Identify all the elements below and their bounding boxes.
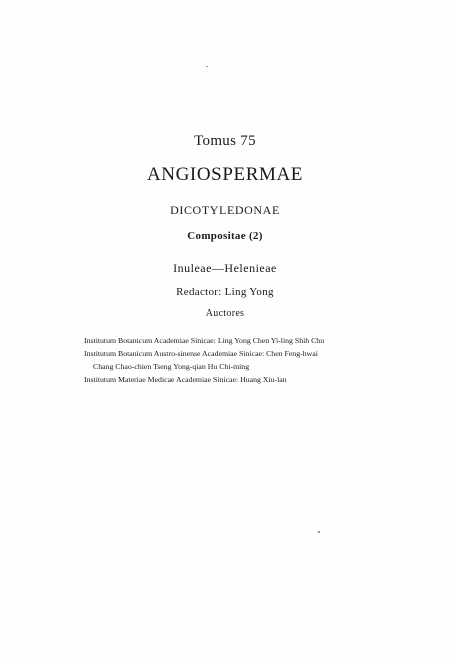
family-title: Compositae (2) bbox=[187, 230, 263, 242]
tribes-title: Inuleae—Helenieae bbox=[173, 261, 277, 275]
institution-line: Institutum Botanicum Austro-sinense Academiae Sinicae: Chen Feng-hwai bbox=[84, 349, 318, 358]
class-title: DICOTYLEDONAE bbox=[170, 203, 280, 217]
redactor-line: Redactor: Ling Yong bbox=[176, 286, 274, 298]
auctores-heading: Auctores bbox=[205, 308, 245, 319]
print-speck bbox=[318, 531, 320, 533]
institution-line-continued: Chang Chao-chien Tseng Yong-qian Hu Chi-ming bbox=[93, 362, 250, 371]
print-speck bbox=[206, 66, 208, 67]
division-title: ANGIOSPERMAE bbox=[146, 164, 304, 185]
volume-number: Tomus 75 bbox=[194, 133, 256, 149]
institution-line: Institutum Botanicum Academiae Sinicae: Ling Yong Chen Yi-ling Shih Chu bbox=[84, 336, 325, 345]
institution-line: Institutum Materiae Medicae Academiae Sinicae: Huang Xiu-lan bbox=[84, 375, 287, 384]
